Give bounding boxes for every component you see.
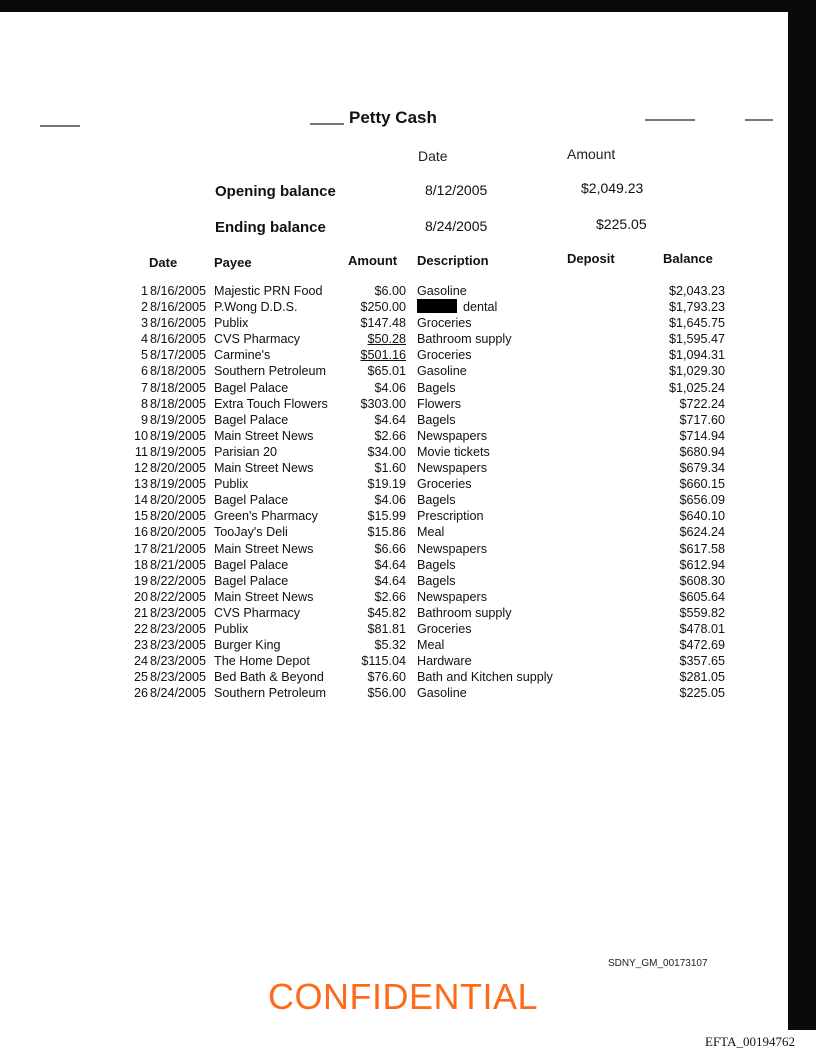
row-description [417, 299, 497, 315]
table-row [130, 621, 730, 637]
row-amount: $45.82 [367, 605, 406, 620]
row-date: 8/19/2005 [150, 412, 207, 427]
row-description: Groceries [417, 477, 472, 492]
col-header-balance: Balance [663, 251, 713, 266]
row-date: 8/23/2005 [150, 638, 207, 653]
row-balance: $1,595.47 [668, 332, 725, 347]
row-date: 8/16/2005 [150, 284, 207, 298]
row-amount: $4.06 [374, 380, 406, 395]
row-balance: $617.58 [679, 541, 725, 556]
table-row [130, 444, 730, 460]
row-payee: Majestic PRN Food [214, 284, 323, 298]
row-date: 8/19/2005 [150, 477, 207, 492]
row-description: Bagels [417, 412, 456, 427]
row-number: 9 [140, 412, 148, 427]
scan-border-top [0, 0, 816, 12]
row-payee: Southern Petroleum [214, 686, 327, 701]
row-number: 25 [133, 670, 148, 685]
row-number: 21 [133, 605, 148, 620]
row-balance: $1,793.23 [668, 300, 725, 315]
row-amount: $6.66 [374, 541, 406, 556]
row-description: Groceries [417, 348, 472, 363]
row-description: Bathroom supply [417, 605, 512, 620]
ending-balance-date: 8/24/2005 [425, 218, 488, 234]
row-number: 5 [140, 348, 148, 363]
table-row [130, 428, 730, 444]
row-date: 8/22/2005 [150, 589, 207, 604]
row-date: 8/20/2005 [150, 525, 207, 540]
row-payee: Southern Petroleum [214, 364, 327, 379]
row-date: 8/20/2005 [150, 509, 207, 524]
row-number: 7 [140, 380, 148, 395]
row-balance: $624.24 [679, 525, 725, 540]
row-balance: $640.10 [679, 509, 725, 524]
row-date: 8/23/2005 [150, 605, 207, 620]
ending-balance-label: Ending balance [215, 219, 326, 236]
row-number: 26 [133, 686, 148, 701]
table-row [130, 331, 730, 347]
row-amount: $147.48 [360, 316, 406, 331]
row-date: 8/23/2005 [150, 654, 207, 669]
row-balance: $722.24 [679, 396, 725, 411]
row-description: Bagels [417, 557, 456, 572]
row-amount: $501.16 [360, 348, 406, 363]
row-description: Bath and Kitchen supply [417, 670, 553, 685]
row-payee: Publix [214, 477, 249, 492]
row-balance: $1,645.75 [668, 316, 725, 331]
table-row [130, 669, 730, 685]
row-description: Newspapers [417, 461, 487, 476]
row-payee: Bed Bath & Beyond [214, 670, 324, 685]
bates-number: SDNY_GM_00173107 [608, 958, 708, 969]
row-payee: Bagel Palace [214, 380, 289, 395]
row-number: 20 [133, 589, 148, 604]
row-number: 17 [133, 541, 148, 556]
row-balance: $608.30 [679, 573, 725, 588]
row-balance: $605.64 [679, 589, 725, 604]
row-number: 2 [140, 300, 148, 315]
row-balance: $2,043.23 [668, 284, 725, 298]
row-date: 8/16/2005 [150, 300, 207, 315]
row-balance: $478.01 [679, 621, 725, 636]
row-number: 8 [140, 396, 148, 411]
title-rule-left [40, 125, 80, 127]
row-payee: Publix [214, 316, 249, 331]
row-amount: $2.66 [374, 428, 406, 443]
table-row [130, 412, 730, 428]
row-number: 11 [134, 444, 148, 459]
row-number: 19 [133, 573, 148, 588]
col-header-description: Description [417, 253, 489, 268]
row-number: 12 [133, 461, 148, 476]
row-date: 8/23/2005 [150, 670, 207, 685]
row-description: Meal [417, 525, 445, 540]
row-amount: $4.64 [374, 412, 406, 427]
title-rule-mid [310, 123, 344, 125]
row-amount: $4.64 [374, 573, 406, 588]
row-balance: $660.15 [679, 477, 725, 492]
row-payee: Burger King [214, 638, 281, 653]
row-amount: $303.00 [360, 396, 406, 411]
row-balance: $1,094.31 [668, 348, 725, 363]
row-payee: CVS Pharmacy [214, 605, 301, 620]
row-date: 8/21/2005 [150, 557, 207, 572]
row-date: 8/19/2005 [150, 428, 207, 443]
row-date: 8/23/2005 [150, 621, 207, 636]
row-date: 8/16/2005 [150, 332, 207, 347]
row-description: Groceries [417, 316, 472, 331]
row-number: 15 [133, 509, 148, 524]
row-date: 8/22/2005 [150, 573, 207, 588]
row-payee: Bagel Palace [214, 412, 289, 427]
table-row [130, 589, 730, 605]
row-payee: Main Street News [214, 541, 314, 556]
row-balance: $656.09 [679, 493, 725, 508]
row-number: 18 [133, 557, 148, 572]
row-date: 8/18/2005 [150, 364, 207, 379]
row-amount: $250.00 [360, 300, 406, 315]
row-balance: $1,025.24 [668, 380, 725, 395]
row-number: 13 [133, 477, 148, 492]
page-title: Petty Cash [349, 108, 437, 127]
efta-number: EFTA_00194762 [705, 1034, 795, 1049]
row-amount: $15.99 [367, 509, 406, 524]
col-header-date: Date [149, 255, 178, 270]
row-amount: $4.06 [374, 493, 406, 508]
row-number: 6 [140, 364, 148, 379]
table-row [130, 508, 730, 524]
row-amount: $50.28 [367, 332, 406, 347]
row-payee: Carmine's [214, 348, 271, 363]
row-number: 22 [133, 621, 148, 636]
table-row [130, 605, 730, 621]
table-row [130, 380, 730, 396]
row-payee: Publix [214, 621, 249, 636]
table-row [130, 476, 730, 492]
row-date: 8/20/2005 [150, 493, 207, 508]
title-rule-far-right [745, 119, 773, 121]
row-number: 4 [140, 332, 148, 347]
row-number: 16 [133, 525, 148, 540]
row-description: Groceries [417, 621, 472, 636]
row-description: Bagels [417, 493, 456, 508]
row-amount: $115.04 [361, 654, 406, 669]
row-date: 8/18/2005 [150, 380, 207, 395]
row-payee: Bagel Palace [214, 573, 289, 588]
row-amount: $1.60 [374, 461, 406, 476]
row-description: Bagels [417, 380, 456, 395]
table-row [130, 573, 730, 589]
row-amount: $19.19 [367, 477, 406, 492]
table-row [130, 492, 730, 508]
row-payee: CVS Pharmacy [214, 332, 301, 347]
ending-balance-amount: $225.05 [596, 216, 647, 232]
row-payee: Main Street News [214, 589, 314, 604]
table-row [130, 347, 730, 363]
row-balance: $357.65 [679, 654, 725, 669]
row-balance: $472.69 [679, 638, 725, 653]
row-description: Flowers [417, 396, 462, 411]
row-payee: Green's Pharmacy [214, 509, 318, 524]
row-payee: TooJay's Deli [214, 525, 288, 540]
row-balance: $1,029.30 [668, 364, 725, 379]
row-payee: Extra Touch Flowers [214, 396, 328, 411]
row-amount: $34.00 [367, 444, 406, 459]
row-balance: $225.05 [679, 686, 725, 701]
row-balance: $714.94 [679, 428, 725, 443]
row-date: 8/24/2005 [150, 686, 207, 701]
row-balance: $679.34 [679, 461, 725, 476]
row-number: 1 [140, 284, 148, 298]
row-number: 10 [133, 428, 148, 443]
redaction-box [417, 299, 457, 313]
row-description: Newspapers [417, 541, 487, 556]
row-date: 8/18/2005 [150, 396, 207, 411]
table-row [130, 637, 730, 653]
row-description: Gasoline [417, 364, 467, 379]
summary-date-header: Date [418, 148, 448, 164]
row-amount: $15.86 [367, 525, 406, 540]
table-row [130, 315, 730, 331]
col-header-deposit: Deposit [567, 251, 615, 266]
row-description: Newspapers [417, 428, 487, 443]
row-amount: $5.32 [374, 638, 406, 653]
row-description: Movie tickets [417, 444, 490, 459]
row-date: 8/19/2005 [150, 444, 207, 459]
ledger-table [130, 283, 730, 701]
row-description: Meal [417, 638, 445, 653]
row-description: Gasoline [417, 284, 467, 298]
title-rule-right [645, 119, 695, 121]
table-row [130, 685, 730, 701]
row-payee: Main Street News [214, 461, 314, 476]
row-number: 24 [133, 654, 148, 669]
table-row [130, 363, 730, 379]
table-row [130, 524, 730, 540]
row-payee: Bagel Palace [214, 493, 289, 508]
confidential-stamp: CONFIDENTIAL [268, 976, 539, 1017]
row-payee: P.Wong D.D.S. [214, 300, 298, 315]
col-header-payee: Payee [214, 255, 252, 270]
row-date: 8/20/2005 [150, 461, 207, 476]
row-description: Hardware [417, 654, 472, 669]
row-number: 23 [133, 638, 148, 653]
table-row [130, 653, 730, 669]
row-balance: $680.94 [679, 444, 725, 459]
row-description: Newspapers [417, 589, 487, 604]
row-amount: $65.01 [367, 364, 406, 379]
row-date: 8/17/2005 [150, 348, 207, 363]
row-description: Gasoline [417, 686, 467, 701]
row-payee: Main Street News [214, 428, 314, 443]
table-row [130, 396, 730, 412]
row-description: Bathroom supply [417, 332, 512, 347]
row-description-text: dental [463, 300, 498, 315]
row-amount: $76.60 [367, 670, 406, 685]
row-payee: The Home Depot [214, 654, 310, 669]
opening-balance-amount: $2,049.23 [581, 180, 644, 196]
table-row [130, 460, 730, 476]
row-balance: $281.05 [679, 670, 725, 685]
col-header-amount: Amount [348, 253, 398, 268]
row-description: Prescription [417, 509, 484, 524]
scan-border-right [788, 0, 816, 1030]
row-balance: $612.94 [679, 557, 725, 572]
table-row [130, 299, 730, 315]
opening-balance-date: 8/12/2005 [425, 182, 488, 198]
row-amount: $81.81 [367, 621, 406, 636]
summary-amount-header: Amount [567, 146, 616, 162]
row-date: 8/16/2005 [150, 316, 207, 331]
row-amount: $4.64 [374, 557, 406, 572]
row-amount: $56.00 [367, 686, 406, 701]
row-amount: $6.00 [374, 284, 406, 298]
row-description: Bagels [417, 573, 456, 588]
row-number: 3 [140, 316, 148, 331]
table-row [130, 541, 730, 557]
opening-balance-label: Opening balance [215, 183, 336, 200]
row-balance: $559.82 [679, 605, 725, 620]
row-date: 8/21/2005 [150, 541, 207, 556]
table-row [130, 557, 730, 573]
row-payee: Parisian 20 [214, 444, 278, 459]
row-number: 14 [133, 493, 148, 508]
row-payee: Bagel Palace [214, 557, 289, 572]
table-row [130, 283, 730, 299]
row-balance: $717.60 [679, 412, 725, 427]
row-amount: $2.66 [374, 589, 406, 604]
